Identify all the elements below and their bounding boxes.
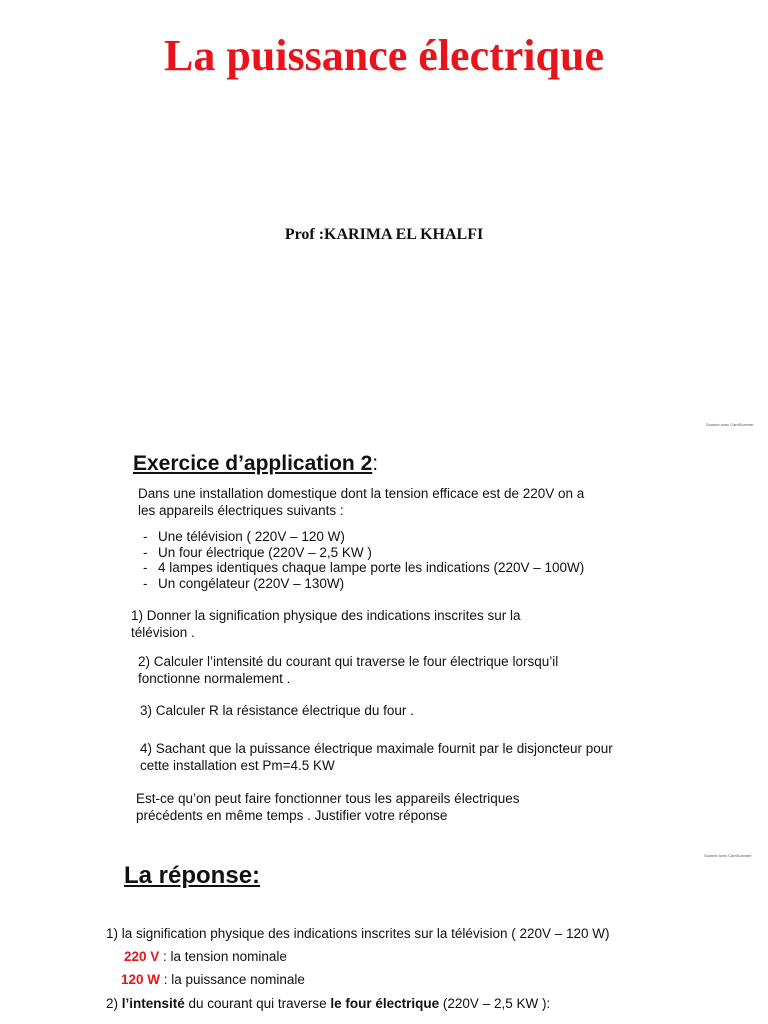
q5-line-1: Est-ce qu’on peut faire fonctionner tous les appareils électriques — [136, 791, 520, 806]
q2-line-2: fonctionne normalement . — [138, 671, 291, 686]
question-5 — [136, 790, 519, 824]
question-3: 3) Calculer R la résistance électrique du four . — [140, 703, 414, 718]
appliance-oven: Un four électrique (220V – 2,5 KW ) — [158, 544, 372, 560]
a2-intensity: l’intensité — [121, 996, 185, 1011]
slide-title: La puissance électrique — [164, 31, 604, 80]
intro-line-2: les appareils électriques suivants : — [138, 503, 344, 518]
power-value: 120 W — [121, 972, 161, 987]
list-item: - Une télévision ( 220V – 120 W) — [143, 529, 345, 544]
q4-line-1: 4) Sachant que la puissance électrique maximale fournit par le disjoncteur pour — [140, 741, 613, 756]
intro-line-1: Dans une installation domestique dont la tension efficace est de 220V on a — [138, 486, 585, 501]
list-item: - Un four électrique (220V – 2,5 KW ) — [143, 544, 372, 560]
question-2 — [138, 653, 558, 687]
q4-line-2: cette installation est Pm=4.5 KW — [140, 758, 335, 773]
appliance-list — [143, 529, 584, 591]
answer-1: 1) la signification physique des indications inscrites sur la télévision ( 220V – 120 W) — [106, 926, 610, 941]
appliance-freezer: Un congélateur (220V – 130W) — [158, 575, 345, 591]
exercise-heading — [133, 452, 378, 476]
a2-suffix: (220V – 2,5 KW ): — [439, 996, 551, 1011]
appliance-lamps: 4 lampes identiques chaque lampe porte les indications (220V – 100W) — [158, 560, 585, 575]
exercise-heading-colon: : — [372, 452, 379, 475]
question-1 — [131, 607, 520, 641]
answer-1-power — [121, 971, 305, 988]
scanner-watermark: Scanné avec CamScanner — [706, 422, 754, 427]
a2-mid: du courant qui traverse — [184, 996, 331, 1011]
voltage-value: 220 V — [124, 949, 160, 964]
a2-oven: le four électrique — [330, 996, 440, 1011]
voltage-meaning: : la tension nominale — [159, 949, 287, 964]
appliance-tv: Une télévision ( 220V – 120 W) — [158, 529, 345, 544]
power-meaning: : la puissance nominale — [160, 972, 305, 987]
scanner-watermark: Scanné avec CamScanner — [704, 853, 752, 858]
author-name: Prof :KARIMA EL KHALFI — [284, 226, 484, 243]
answer-2 — [106, 995, 550, 1012]
exercise-intro — [138, 485, 584, 519]
q2-line-1: 2) Calculer l’intensité du courant qui traverse le four électrique lorsqu’il — [138, 654, 559, 669]
question-4 — [140, 740, 613, 774]
q5-line-2: précédents en même temps . Justifier votre réponse — [136, 808, 448, 823]
a2-prefix: 2) — [106, 996, 122, 1011]
answer-heading: La réponse: — [124, 862, 261, 889]
answer-1-voltage — [124, 948, 287, 965]
exercise-heading-text: Exercice d’application 2 — [133, 452, 373, 475]
q1-line-1: 1) Donner la signification physique des indications inscrites sur la — [131, 608, 521, 623]
list-item: - Un congélateur (220V – 130W) — [143, 575, 345, 591]
list-item: - 4 lampes identiques chaque lampe porte les indications (220V – 100W) — [143, 560, 585, 575]
q1-line-2: télévision . — [131, 625, 195, 640]
